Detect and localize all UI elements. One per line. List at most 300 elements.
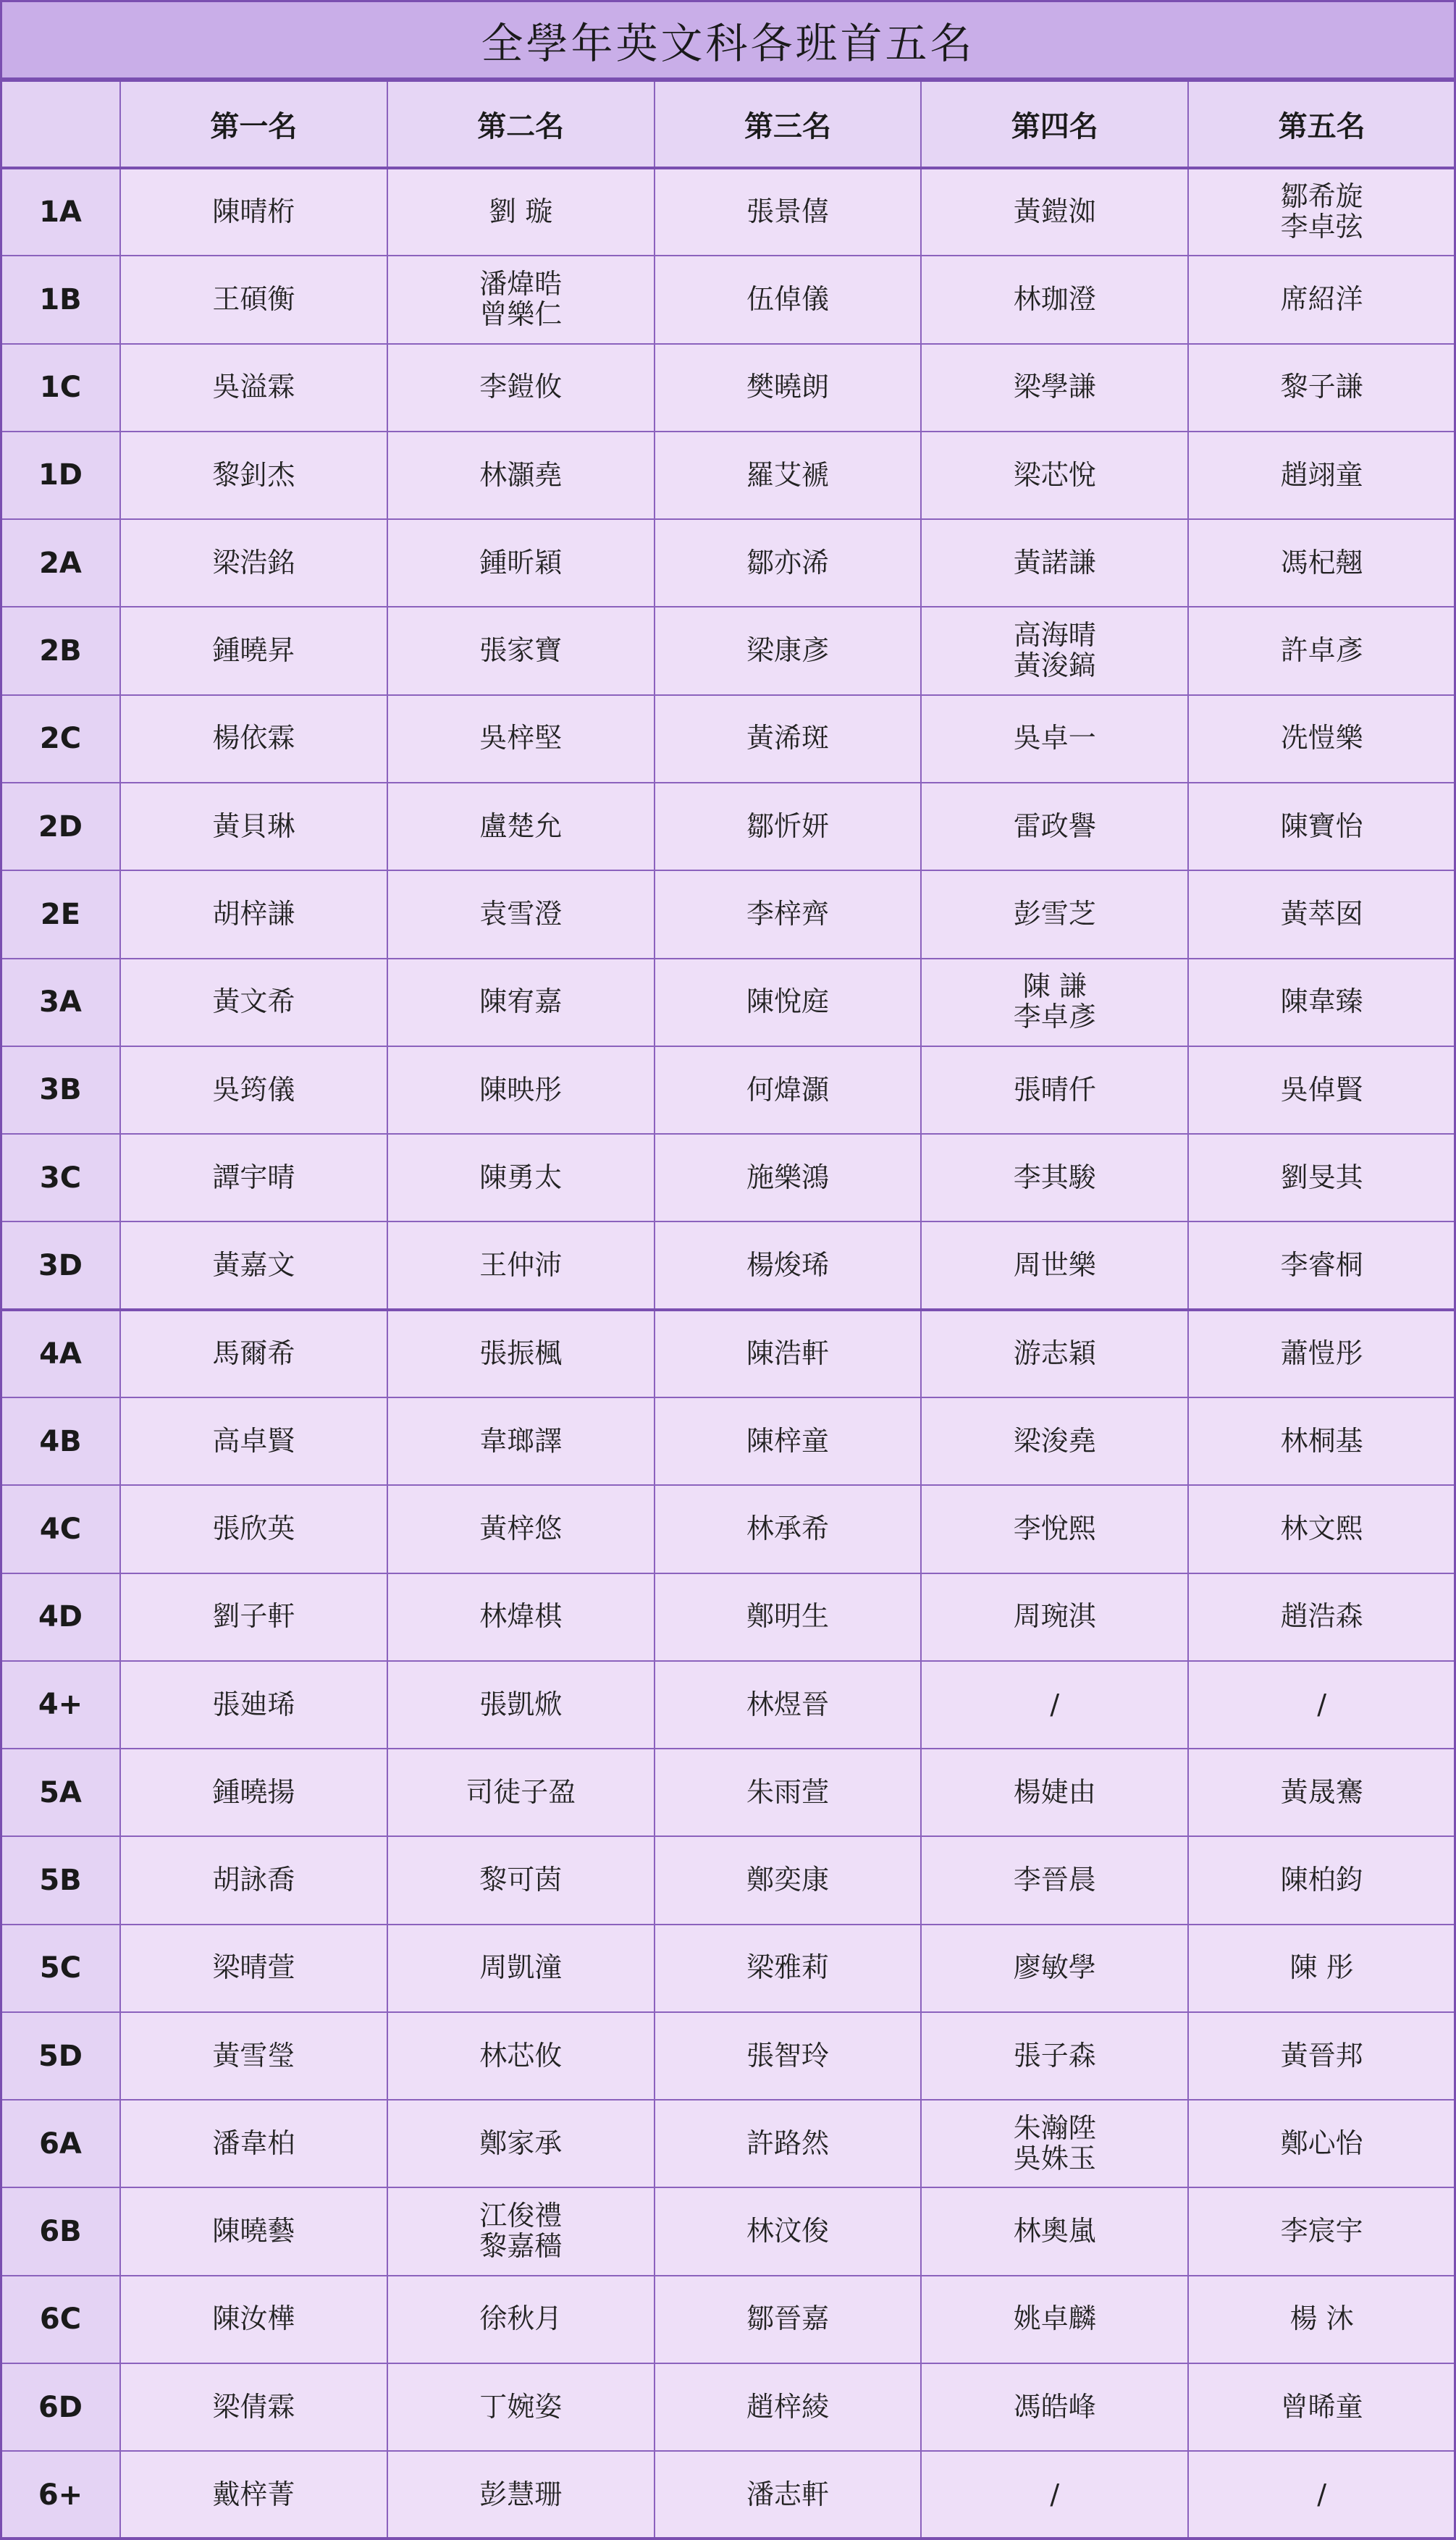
student-name: 陳汝樺 <box>212 2303 295 2335</box>
rank-3-cell <box>655 959 922 1046</box>
header-rank-5: 第五名 <box>1188 81 1455 169</box>
rank-4-cell <box>921 1661 1188 1749</box>
student-name: / <box>1317 2478 1326 2511</box>
rank-4-cell <box>921 607 1188 694</box>
student-name: 吳倬賢 <box>1280 1073 1363 1106</box>
rank-5-cell <box>1188 344 1455 432</box>
rank-5-cell <box>1188 1310 1455 1397</box>
rank-4-cell <box>921 1134 1188 1221</box>
rank-4-cell <box>921 1221 1188 1309</box>
rank-5-cell <box>1188 1046 1455 1134</box>
rank-4-cell <box>921 1573 1188 1661</box>
student-name: / <box>1050 2478 1060 2511</box>
rank-4-cell <box>921 2012 1188 2100</box>
table-frame-bottom <box>0 2537 1456 2540</box>
student-name: 張振楓 <box>479 1337 563 1369</box>
student-name: 吳卓一 <box>1013 722 1096 754</box>
student-name: 黎嘉穡 <box>479 2230 563 2263</box>
student-name: 周世樂 <box>1013 1248 1096 1281</box>
student-name: 趙翊童 <box>1280 458 1363 491</box>
rank-5-cell <box>1188 1836 1455 1924</box>
rank-1-cell <box>120 607 387 694</box>
student-name: 林珈澄 <box>1013 283 1096 316</box>
student-name: 潘志軒 <box>746 2478 829 2511</box>
page-title: 全學年英文科各班首五名 <box>0 0 1456 80</box>
rank-5-cell <box>1188 959 1455 1046</box>
student-name: 黎釗杰 <box>212 458 295 491</box>
student-name: 吳姝玉 <box>1013 2142 1096 2174</box>
class-label: 6B <box>1 2187 120 2275</box>
rank-3-cell <box>655 1485 922 1573</box>
student-name: 鄒亦浠 <box>746 546 829 579</box>
student-name: 黎子謙 <box>1280 371 1363 403</box>
student-name: 梁雅莉 <box>746 1951 829 1984</box>
table-row <box>1 2451 1455 2539</box>
student-name: 李梓齊 <box>746 897 829 930</box>
student-name: 彭慧珊 <box>479 2478 563 2511</box>
student-name: 席紹洋 <box>1280 283 1363 316</box>
class-label: 6+ <box>1 2451 120 2539</box>
student-name: 周凱潼 <box>479 1951 563 1984</box>
student-name: 陳 謙 <box>1022 970 1087 1003</box>
student-name: 黃晉邦 <box>1280 2039 1363 2072</box>
student-name: 黃嘉文 <box>212 1248 295 1281</box>
rank-2-cell <box>387 519 655 607</box>
student-name: 鄒晉嘉 <box>746 2303 829 2335</box>
rank-1-cell <box>120 959 387 1046</box>
rank-2-cell <box>387 432 655 519</box>
rank-4-cell <box>921 695 1188 783</box>
student-name: 梁浩銘 <box>212 546 295 579</box>
student-name: 陳韋臻 <box>1280 985 1363 1018</box>
rank-3-cell <box>655 607 922 694</box>
class-label: 1A <box>1 168 120 256</box>
student-name: 鍾曉揚 <box>212 1775 295 1808</box>
student-name: 劉旻其 <box>1280 1161 1363 1193</box>
rank-2-cell <box>387 1485 655 1573</box>
rank-4-cell <box>921 432 1188 519</box>
student-name: 丁婉姿 <box>479 2390 563 2423</box>
rank-3-cell <box>655 1310 922 1397</box>
rank-3-cell <box>655 1836 922 1924</box>
student-name: 潘韋柏 <box>212 2127 295 2159</box>
student-name: 李睿桐 <box>1280 1248 1363 1281</box>
student-name: 袁雪澄 <box>479 897 563 930</box>
rank-1-cell <box>120 695 387 783</box>
table-row <box>1 2012 1455 2100</box>
rank-5-cell <box>1188 168 1455 256</box>
rank-2-cell <box>387 1221 655 1309</box>
table-row <box>1 256 1455 343</box>
student-name: 黃梓悠 <box>479 1512 563 1544</box>
student-name: 鍾昕穎 <box>479 546 563 579</box>
table-body <box>1 168 1455 2539</box>
rank-5-cell <box>1188 1749 1455 1836</box>
rank-1-cell <box>120 1749 387 1836</box>
rank-3-cell <box>655 2363 922 2451</box>
table-row <box>1 1925 1455 2012</box>
rank-3-cell <box>655 870 922 958</box>
rank-1-cell <box>120 1485 387 1573</box>
rank-2-cell <box>387 1749 655 1836</box>
rank-5-cell <box>1188 519 1455 607</box>
student-name: 張景僖 <box>746 195 829 228</box>
student-name: 陳悅庭 <box>746 985 829 1018</box>
student-name: 梁康彥 <box>746 634 829 667</box>
student-name: / <box>1050 1688 1060 1720</box>
rank-3-cell <box>655 432 922 519</box>
rank-1-cell <box>120 432 387 519</box>
student-name: 黃浚鎬 <box>1013 649 1096 682</box>
student-name: 楊焌琋 <box>746 1248 829 1281</box>
rank-4-cell <box>921 256 1188 343</box>
rank-1-cell <box>120 344 387 432</box>
rank-3-cell <box>655 2012 922 2100</box>
student-name: 黎可茵 <box>479 1864 563 1896</box>
class-label: 6A <box>1 2100 120 2187</box>
student-name: 林桐基 <box>1280 1424 1363 1457</box>
header-rank-2: 第二名 <box>387 81 655 169</box>
rank-4-cell <box>921 344 1188 432</box>
class-label: 5B <box>1 1836 120 1924</box>
rank-4-cell <box>921 1310 1188 1397</box>
rank-2-cell <box>387 2100 655 2187</box>
student-name: 王碩衡 <box>212 283 295 316</box>
rank-4-cell <box>921 783 1188 870</box>
student-name: 劉子軒 <box>212 1600 295 1633</box>
rank-3-cell <box>655 1134 922 1221</box>
student-name: 陳勇太 <box>479 1161 563 1193</box>
student-name: 曾晞童 <box>1280 2390 1363 2423</box>
student-name: 鄭明生 <box>746 1600 829 1633</box>
rank-4-cell <box>921 2187 1188 2275</box>
student-name: 冼愷樂 <box>1280 722 1363 754</box>
student-name: 林奧嵐 <box>1013 2215 1096 2247</box>
student-name: 羅艾褫 <box>746 458 829 491</box>
rank-2-cell <box>387 2012 655 2100</box>
student-name: 楊婕由 <box>1013 1775 1096 1808</box>
class-label: 1D <box>1 432 120 519</box>
rank-4-cell <box>921 1836 1188 1924</box>
student-name: 張子森 <box>1013 2039 1096 2072</box>
student-name: 朱瀚陞 <box>1013 2112 1096 2145</box>
header-row <box>1 81 1455 169</box>
class-label: 2A <box>1 519 120 607</box>
rank-1-cell <box>120 1836 387 1924</box>
rank-1-cell <box>120 1573 387 1661</box>
student-name: 胡詠喬 <box>212 1864 295 1896</box>
table-row <box>1 344 1455 432</box>
rank-3-cell <box>655 1749 922 1836</box>
student-name: 韋瑯譯 <box>479 1424 563 1457</box>
rank-3-cell <box>655 519 922 607</box>
student-name: 李宸宇 <box>1280 2215 1363 2247</box>
student-name: 鄒忻妍 <box>746 809 829 842</box>
student-name: 徐秋月 <box>479 2303 563 2335</box>
table-row <box>1 2276 1455 2363</box>
rank-5-cell <box>1188 870 1455 958</box>
rank-2-cell <box>387 2276 655 2363</box>
class-label: 4B <box>1 1397 120 1485</box>
table-row <box>1 168 1455 256</box>
student-name: 趙梓綾 <box>746 2390 829 2423</box>
rank-5-cell <box>1188 2012 1455 2100</box>
student-name: 梁芯悅 <box>1013 458 1096 491</box>
rank-3-cell <box>655 1925 922 2012</box>
student-name: 張凱焮 <box>479 1688 563 1720</box>
student-name: 馮杞翹 <box>1280 546 1363 579</box>
rank-2-cell <box>387 1661 655 1749</box>
rank-1-cell <box>120 870 387 958</box>
rank-2-cell <box>387 1046 655 1134</box>
student-name: 鄭奕康 <box>746 1864 829 1896</box>
class-label: 5C <box>1 1925 120 2012</box>
student-name: 李鎧攸 <box>479 371 563 403</box>
rank-2-cell <box>387 783 655 870</box>
student-name: 陳 彤 <box>1289 1951 1354 1984</box>
rank-5-cell <box>1188 256 1455 343</box>
student-name: 曾樂仁 <box>479 298 563 330</box>
rank-1-cell <box>120 168 387 256</box>
rank-1-cell <box>120 2012 387 2100</box>
class-label: 1C <box>1 344 120 432</box>
student-name: 鄭心怡 <box>1280 2127 1363 2159</box>
rank-5-cell <box>1188 783 1455 870</box>
rank-4-cell <box>921 2100 1188 2187</box>
header-corner <box>1 81 120 169</box>
class-label: 2C <box>1 695 120 783</box>
rank-2-cell <box>387 2363 655 2451</box>
student-name: 王仲沛 <box>479 1248 563 1281</box>
student-name: 吳筠儀 <box>212 1073 295 1106</box>
student-name: 朱雨萱 <box>746 1775 829 1808</box>
rank-4-cell <box>921 1925 1188 2012</box>
student-name: 潘煒晧 <box>479 268 563 300</box>
student-name: 楊 沐 <box>1289 2303 1354 2335</box>
student-name: 吳溢霖 <box>212 371 295 403</box>
student-name: 黃晟騫 <box>1280 1775 1363 1808</box>
student-name: 鍾曉昇 <box>212 634 295 667</box>
rank-4-cell <box>921 2276 1188 2363</box>
student-name: 游志穎 <box>1013 1337 1096 1369</box>
student-name: 周琬淇 <box>1013 1600 1096 1633</box>
rank-3-cell <box>655 2276 922 2363</box>
rank-2-cell <box>387 2451 655 2539</box>
class-label: 4+ <box>1 1661 120 1749</box>
class-label: 4D <box>1 1573 120 1661</box>
class-label: 3A <box>1 959 120 1046</box>
rank-3-cell <box>655 256 922 343</box>
rank-3-cell <box>655 168 922 256</box>
student-name: 陳柏鈞 <box>1280 1864 1363 1896</box>
class-label: 2E <box>1 870 120 958</box>
student-name: 楊依霖 <box>212 722 295 754</box>
student-name: 鄒希旋 <box>1280 180 1363 213</box>
student-name: 廖敏學 <box>1013 1951 1096 1984</box>
rank-3-cell <box>655 695 922 783</box>
student-name: 黃鎧洳 <box>1013 195 1096 228</box>
student-name: 馬爾希 <box>212 1337 295 1369</box>
rank-1-cell <box>120 1661 387 1749</box>
student-name: 張智玲 <box>746 2039 829 2072</box>
student-name: 高海晴 <box>1013 619 1096 652</box>
rank-2-cell <box>387 1836 655 1924</box>
table-row <box>1 607 1455 694</box>
table-row <box>1 1134 1455 1221</box>
table-row <box>1 783 1455 870</box>
rank-5-cell <box>1188 1661 1455 1749</box>
table-row <box>1 1485 1455 1573</box>
rank-2-cell <box>387 870 655 958</box>
rank-5-cell <box>1188 695 1455 783</box>
student-name: 張欣英 <box>212 1512 295 1544</box>
rank-1-cell <box>120 2451 387 2539</box>
student-name: 陳曉藝 <box>212 2215 295 2247</box>
student-name: 馮皓峰 <box>1013 2390 1096 2423</box>
student-name: 李卓彥 <box>1013 1001 1096 1033</box>
rank-2-cell <box>387 256 655 343</box>
student-name: 胡梓謙 <box>212 897 295 930</box>
rank-4-cell <box>921 959 1188 1046</box>
rank-5-cell <box>1188 1925 1455 2012</box>
student-name: 張廸琋 <box>212 1688 295 1720</box>
student-name: 陳映彤 <box>479 1073 563 1106</box>
student-name: 江俊禮 <box>479 2200 563 2232</box>
rank-3-cell <box>655 344 922 432</box>
student-name: 陳晴桁 <box>212 195 295 228</box>
rank-1-cell <box>120 2276 387 2363</box>
student-name: 梁倩霖 <box>212 2390 295 2423</box>
rank-1-cell <box>120 1925 387 2012</box>
table-row <box>1 1661 1455 1749</box>
table-row <box>1 870 1455 958</box>
rank-2-cell <box>387 344 655 432</box>
student-name: 林芯攸 <box>479 2039 563 2072</box>
student-name: 黃諾謙 <box>1013 546 1096 579</box>
class-label: 1B <box>1 256 120 343</box>
rank-1-cell <box>120 2363 387 2451</box>
student-name: 梁晴萱 <box>212 1951 295 1984</box>
table-row <box>1 959 1455 1046</box>
rank-1-cell <box>120 256 387 343</box>
student-name: 彭雪芝 <box>1013 897 1096 930</box>
student-name: 李卓弦 <box>1280 211 1363 243</box>
student-name: 許路然 <box>746 2127 829 2159</box>
class-label: 3D <box>1 1221 120 1309</box>
class-label: 2B <box>1 607 120 694</box>
table-row <box>1 1836 1455 1924</box>
student-name: 林煜晉 <box>746 1688 829 1720</box>
rank-3-cell <box>655 783 922 870</box>
class-label: 5D <box>1 2012 120 2100</box>
rank-1-cell <box>120 2187 387 2275</box>
table-row <box>1 519 1455 607</box>
rank-3-cell <box>655 2451 922 2539</box>
rank-2-cell <box>387 1134 655 1221</box>
table-row <box>1 1221 1455 1309</box>
student-name: 林灝堯 <box>479 458 563 491</box>
student-name: 鄭家承 <box>479 2127 563 2159</box>
student-name: 樊曉朗 <box>746 371 829 403</box>
rank-5-cell <box>1188 2451 1455 2539</box>
student-name: 張家寶 <box>479 634 563 667</box>
student-name: 劉 璇 <box>489 195 553 228</box>
rank-2-cell <box>387 168 655 256</box>
class-label: 3B <box>1 1046 120 1134</box>
rank-5-cell <box>1188 1134 1455 1221</box>
table-row <box>1 2100 1455 2187</box>
student-name: 李晉晨 <box>1013 1864 1096 1896</box>
rank-3-cell <box>655 1046 922 1134</box>
rank-1-cell <box>120 783 387 870</box>
class-label: 5A <box>1 1749 120 1836</box>
class-label: 3C <box>1 1134 120 1221</box>
student-name: 林煒棋 <box>479 1600 563 1633</box>
class-label: 6D <box>1 2363 120 2451</box>
student-name: 梁學謙 <box>1013 371 1096 403</box>
rank-5-cell <box>1188 2100 1455 2187</box>
rank-5-cell <box>1188 2276 1455 2363</box>
table-frame-left <box>0 80 2 2540</box>
student-name: 林汶俊 <box>746 2215 829 2247</box>
rank-2-cell <box>387 959 655 1046</box>
rank-2-cell <box>387 1573 655 1661</box>
rank-4-cell <box>921 2363 1188 2451</box>
student-name: 陳浩軒 <box>746 1337 829 1369</box>
rank-5-cell <box>1188 607 1455 694</box>
rank-4-cell <box>921 1397 1188 1485</box>
rank-2-cell <box>387 1310 655 1397</box>
table-row <box>1 1397 1455 1485</box>
student-name: 黃萃囡 <box>1280 897 1363 930</box>
rank-3-cell <box>655 2187 922 2275</box>
rank-2-cell <box>387 607 655 694</box>
rank-1-cell <box>120 519 387 607</box>
rank-2-cell <box>387 1397 655 1485</box>
ranking-table <box>0 80 1456 2540</box>
student-name: 黃貝琳 <box>212 809 295 842</box>
rank-1-cell <box>120 2100 387 2187</box>
rank-2-cell <box>387 2187 655 2275</box>
rank-3-cell <box>655 2100 922 2187</box>
table-row <box>1 1310 1455 1397</box>
student-name: 李其駿 <box>1013 1161 1096 1193</box>
student-name: 戴梓菁 <box>212 2478 295 2511</box>
student-name: 黃文希 <box>212 985 295 1018</box>
header-rank-4: 第四名 <box>921 81 1188 169</box>
table-row <box>1 695 1455 783</box>
rank-2-cell <box>387 1925 655 2012</box>
student-name: 許卓彥 <box>1280 634 1363 667</box>
rank-2-cell <box>387 695 655 783</box>
student-name: 姚卓麟 <box>1013 2303 1096 2335</box>
rank-3-cell <box>655 1573 922 1661</box>
student-name: 陳宥嘉 <box>479 985 563 1018</box>
student-name: 林承希 <box>746 1512 829 1544</box>
rank-1-cell <box>120 1221 387 1309</box>
table-row <box>1 1573 1455 1661</box>
rank-1-cell <box>120 1134 387 1221</box>
class-label: 4C <box>1 1485 120 1573</box>
table-header <box>1 81 1455 169</box>
student-name: 陳寶怡 <box>1280 809 1363 842</box>
student-name: 盧楚允 <box>479 809 563 842</box>
rank-5-cell <box>1188 2187 1455 2275</box>
rank-4-cell <box>921 1749 1188 1836</box>
student-name: 林文熙 <box>1280 1512 1363 1544</box>
rank-4-cell <box>921 2451 1188 2539</box>
rank-3-cell <box>655 1221 922 1309</box>
